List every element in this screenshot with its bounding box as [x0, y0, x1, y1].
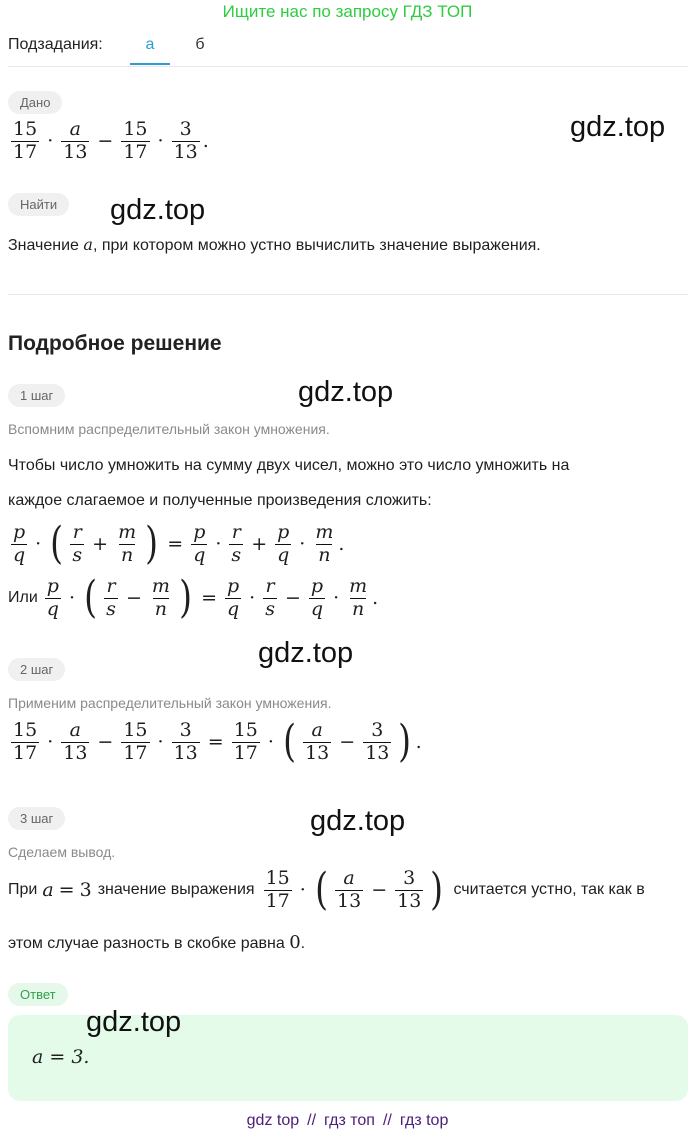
tab-b[interactable]: б [195, 36, 205, 53]
step-1-hint: Вспомним распределительный закон умножения. [8, 421, 330, 437]
distributive-law-sum: $\frac{p}{q}$ · ( $\frac{r}{s}$ + $\frac{m}{n}$ ) = $\frac{p}{q}$ · $\frac{r}{s}$ + $\frac{p}{q}$ · $\frac{m}{n}$ . [13, 518, 345, 569]
conclusion-zero: 0 [289, 932, 301, 953]
distributive-law-diff: Или $\frac{p}{q}$ · ( $\frac{r}{s}$ − $\frac{m}{n}$ ) = $\frac{p}{q}$ · $\frac{r}{s}$ − $\frac{p}{q}$ · $\frac{m}{n}$ . [8, 572, 379, 623]
footer-link-1[interactable]: gdz top [246, 1112, 300, 1129]
step-1-badge: 1 шаг [8, 384, 65, 407]
step-2-badge: 2 шаг [8, 658, 65, 681]
active-tab-indicator [130, 63, 170, 65]
tab-a[interactable]: а [145, 36, 155, 53]
find-badge: Найти [8, 193, 69, 216]
find-var: a [83, 235, 93, 254]
answer-badge: Ответ [8, 983, 68, 1006]
conclusion-line2-text: этом случае разность в скобке равна [8, 935, 285, 952]
find-text [8, 235, 541, 255]
footer-sep: // [382, 1112, 392, 1129]
conclusion-text-3: считается устно, так как в [453, 881, 645, 898]
step-1-line2: каждое слагаемое и полученные произведения сложить: [8, 492, 432, 509]
conclusion-text-2: значение выражения [97, 881, 255, 898]
watermark: gdz.top [110, 194, 206, 226]
step-3-hint: Сделаем вывод. [8, 844, 116, 860]
footer-link-2[interactable]: гдз топ [324, 1112, 375, 1129]
subtasks-label: Подзадания: [8, 36, 103, 53]
watermark: gdz.top [570, 111, 666, 143]
watermark: gdz.top [298, 376, 394, 408]
answer-text: a = 3. [32, 1046, 90, 1068]
find-text-before: Значение [8, 237, 79, 254]
step-2-hint: Применим распределительный закон умножения. [8, 695, 332, 711]
conclusion-text-1: При [8, 881, 38, 898]
step-3-conclusion: При a = 3 значение выражения $\frac{15}{17}$ · ( $\frac{a}{13}$ − $\frac{3}{13}$ ) считается устно, так как в [8, 864, 645, 915]
step-2-expression: $\frac{15}{17}$ · $\frac{a}{13}$ − $\frac{15}{17}$ · $\frac{3}{13}$ = $\frac{15}{17}$ · ( $\frac{a}{13}$ − $\frac{3}{13}$ ) . [13, 716, 422, 767]
divider [8, 294, 688, 295]
solution-title: Подробное решение [8, 332, 222, 355]
or-label: Или [8, 589, 38, 606]
step-1-line1: Чтобы число умножить на сумму двух чисел, можно это число умножить на [8, 457, 570, 474]
given-expression: $\frac{15}{17}$ · $\frac{a}{13}$ − $\frac{15}{17}$ · $\frac{3}{13}$ . [13, 118, 209, 163]
watermark: gdz.top [258, 637, 354, 669]
watermark: gdz.top [86, 1006, 182, 1038]
footer-link-3[interactable]: гдз top [399, 1112, 449, 1129]
conclusion-dot: . [300, 935, 306, 952]
footer [0, 1112, 695, 1130]
watermark: gdz.top [310, 805, 406, 837]
footer-sep: // [307, 1112, 317, 1129]
step-3-badge: 3 шаг [8, 807, 65, 830]
find-text-after: , при котором можно устно вычислить значение выражения. [92, 237, 541, 254]
step-3-line2 [8, 932, 305, 953]
given-badge: Дано [8, 91, 62, 114]
divider [8, 66, 688, 67]
search-banner: Ищите нас по запросу ГДЗ ТОП [222, 2, 473, 21]
